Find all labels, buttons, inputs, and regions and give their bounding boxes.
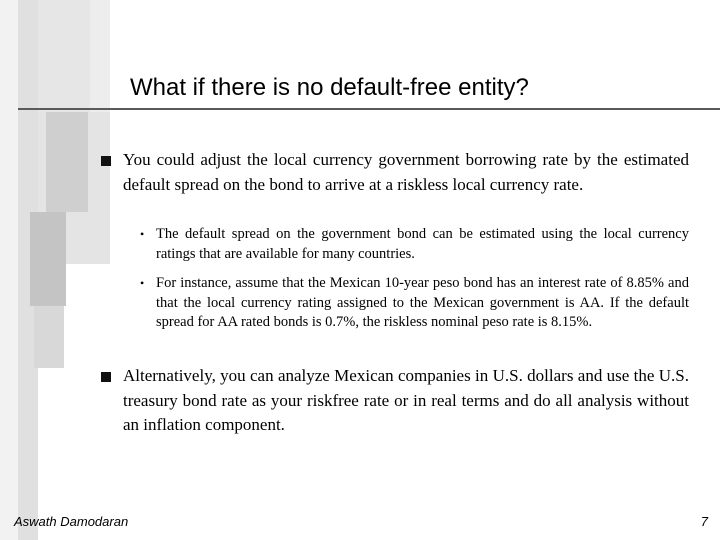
sub-bullet-text: For instance, assume that the Mexican 10-year peso bond has an interest rate of 8.85% and that the local currency rating assigned to the Mexican government is AA. If the default spread for AA rated bonds is 0.7%, the riskless nominal peso rate is 8.15%. (156, 275, 689, 330)
square-bullet-icon (101, 156, 111, 166)
decorative-bar (38, 0, 90, 112)
decorative-bar (0, 0, 18, 540)
decorative-bar (34, 306, 64, 368)
footer-author: Aswath Damodaran (14, 514, 129, 529)
square-bullet-icon (101, 372, 111, 382)
decorative-bar (30, 212, 66, 306)
dot-bullet-icon: • (140, 276, 145, 290)
sub-bullet-text: The default spread on the government bond can be estimated using the local currency ratings that are available for many countries. (156, 226, 689, 262)
page-number: 7 (700, 514, 708, 529)
slide-title: What if there is no default-free entity? (130, 74, 529, 101)
title-divider (18, 108, 720, 110)
bullet-text: Alternatively, you can analyze Mexican companies in U.S. dollars and use the U.S. treasury bond rate as your riskfree rate or in real terms and do all analysis without an inflation component. (123, 366, 689, 434)
bullet-text: You could adjust the local currency government borrowing rate by the estimated default spread on the bond to arrive at a riskless local currency rate. (123, 150, 689, 194)
decorative-bar (46, 112, 88, 212)
dot-bullet-icon: • (140, 227, 145, 241)
